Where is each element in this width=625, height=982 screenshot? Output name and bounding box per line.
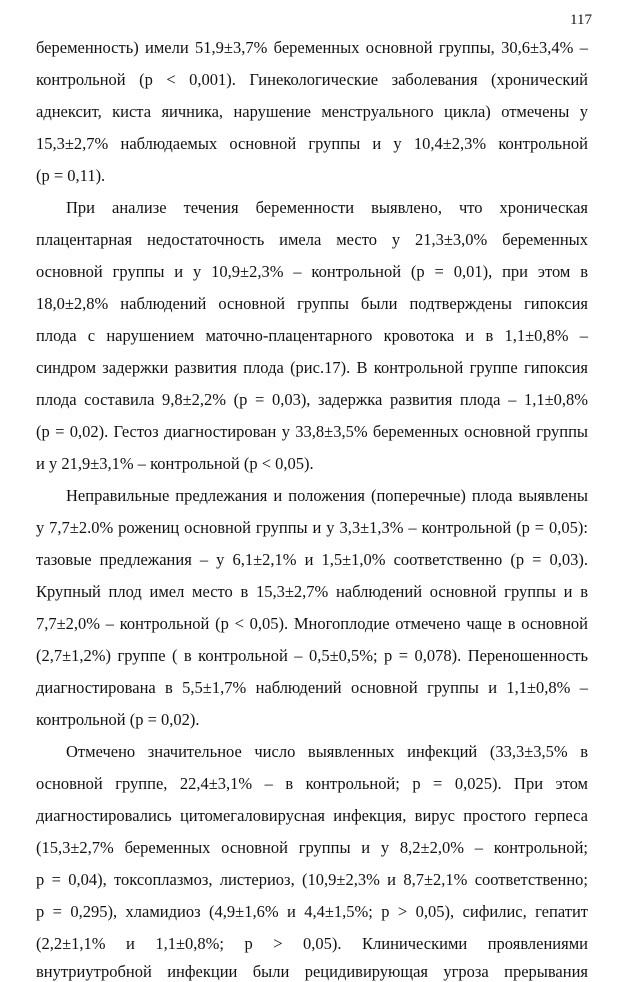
text-line: Отмечено значительное число выявленных инфекций (33,3±3,5% в xyxy=(66,742,588,761)
text-line: (15,3±2,7% беременных основной группы и у 8,2±2,0% – контрольной; xyxy=(36,838,588,857)
text-line: беременность) имели 51,9±3,7% беременных основной группы, 30,6±3,4% – xyxy=(36,38,588,57)
text-line: Крупный плод имел место в 15,3±2,7% наблюдений основной группы и в xyxy=(36,582,588,601)
text-line: (p = 0,11). xyxy=(36,166,106,185)
text-line: контрольной (p < 0,001). Гинекологические заболевания (хронический xyxy=(36,70,588,89)
text-line: p = 0,04), токсоплазмоз, листериоз, (10,9±2,3% и 8,7±2,1% соответственно; xyxy=(36,870,588,889)
text-line: плода с нарушением маточно-плацентарного кровотока и в 1,1±0,8% – xyxy=(36,326,588,345)
text-line: 18,0±2,8% наблюдений основной группы были подтверждены гипоксия xyxy=(36,294,588,313)
text-line: 7,7±2,0% – контрольной (p < 0,05). Многоплодие отмечено чаще в основной xyxy=(36,614,588,633)
text-line: внутриутробной инфекции были рецидивирующая угроза прерывания xyxy=(36,962,588,981)
text-line: (2,7±1,2%) группе ( в контрольной – 0,5±0,5%; p = 0,078). Переношенность xyxy=(36,646,588,665)
text-line: p = 0,295), хламидиоз (4,9±1,6% и 4,4±1,5%; p > 0,05), сифилис, гепатит xyxy=(36,902,588,921)
text-line: основной группе, 22,4±3,1% – в контрольной; p = 0,025). При этом xyxy=(36,774,588,793)
text-line: (p = 0,02). Гестоз диагностирован у 33,8±3,5% беременных основной группы xyxy=(36,422,588,441)
text-line: синдром задержки развития плода (рис.17). В контрольной группе гипоксия xyxy=(36,358,588,377)
text-line: 15,3±2,7% наблюдаемых основной группы и у 10,4±2,3% контрольной xyxy=(36,134,588,153)
text-line: При анализе течения беременности выявлено, что хроническая xyxy=(66,198,588,217)
text-line: и у 21,9±3,1% – контрольной (p < 0,05). xyxy=(36,454,314,473)
text-line: тазовые предлежания – у 6,1±2,1% и 1,5±1,0% соответственно (p = 0,03). xyxy=(36,550,588,569)
text-line: у 7,7±2.0% рожениц основной группы и у 3,3±1,3% – контрольной (p = 0,05): xyxy=(36,518,588,537)
page-number: 117 xyxy=(570,12,592,28)
text-line: (2,2±1,1% и 1,1±0,8%; p > 0,05). Клиническими проявлениями xyxy=(36,934,588,953)
text-line: диагностировались цитомегаловирусная инфекция, вирус простого герпеса xyxy=(36,806,588,825)
text-line: плода составила 9,8±2,2% (p = 0,03), задержка развития плода – 1,1±0,8% xyxy=(36,390,588,409)
text-line: контрольной (p = 0,02). xyxy=(36,710,200,729)
text-line: диагностирована в 5,5±1,7% наблюдений основной группы и 1,1±0,8% – xyxy=(36,678,588,697)
text-line: основной группы и у 10,9±2,3% – контрольной (p = 0,01), при этом в xyxy=(36,262,588,281)
text-line: аднексит, киста яичника, нарушение менструального цикла) отмечены у xyxy=(36,102,588,121)
text-line: плацентарная недостаточность имела место у 21,3±3,0% беременных xyxy=(36,230,588,249)
text-line: Неправильные предлежания и положения (поперечные) плода выявлены xyxy=(66,486,588,505)
